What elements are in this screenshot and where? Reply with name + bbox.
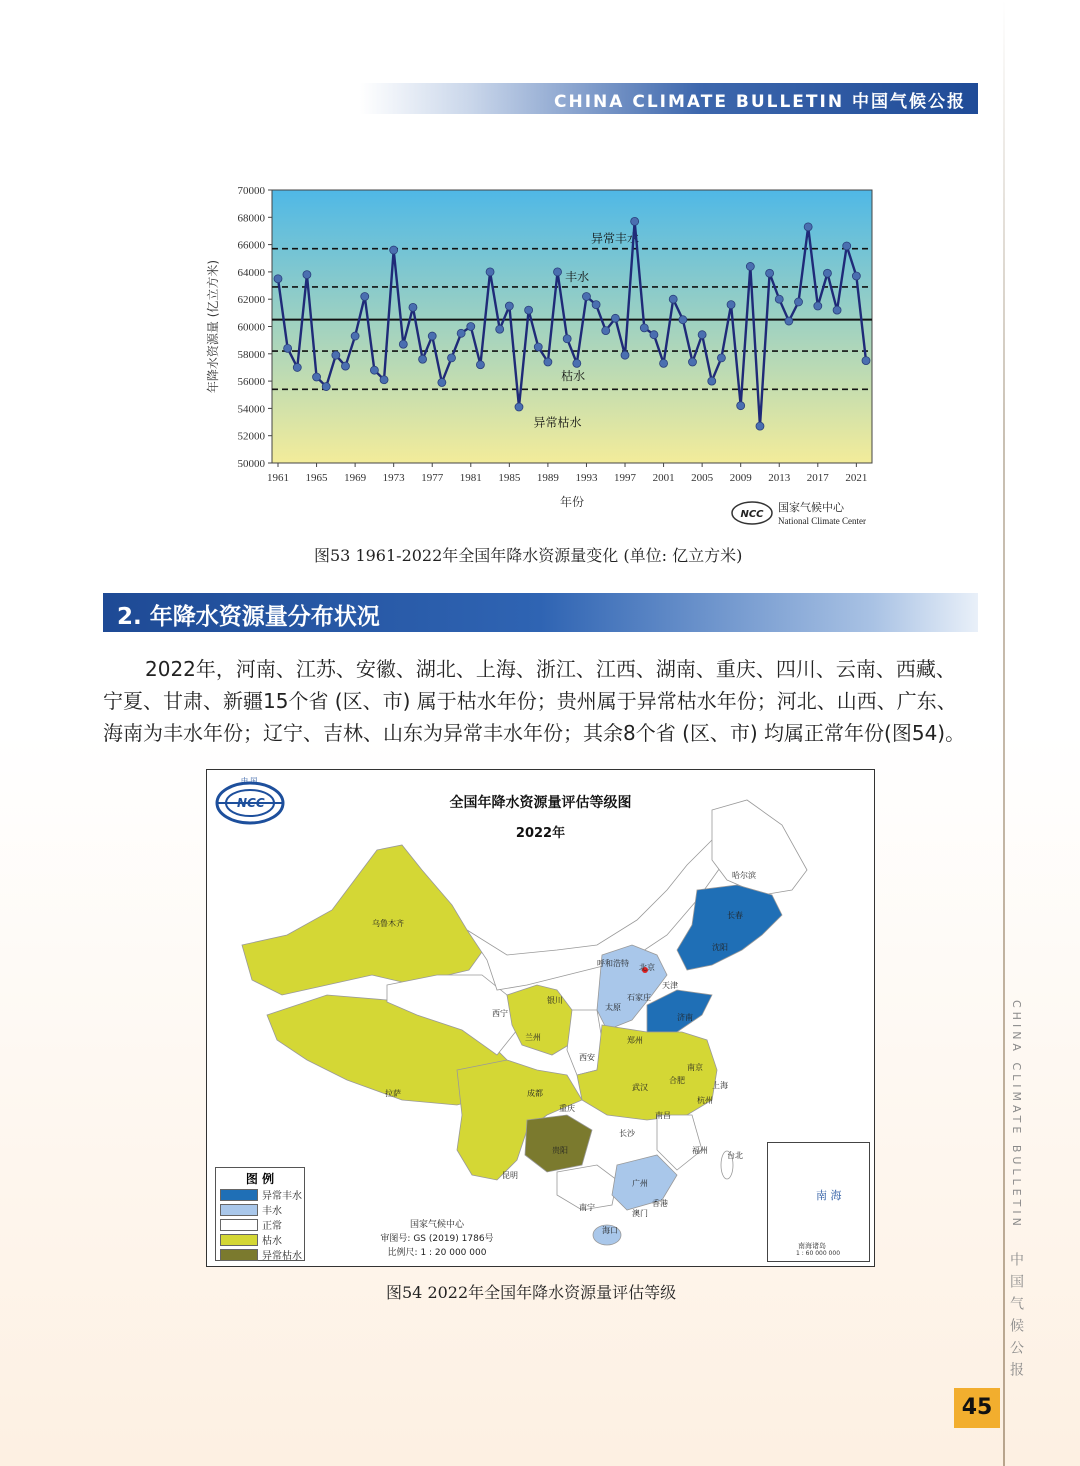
- data-point: [611, 314, 619, 322]
- data-point: [804, 223, 812, 231]
- reference-label: 枯水: [561, 369, 586, 384]
- inset-caption: 南海诸岛: [798, 1242, 826, 1250]
- region-gansu-ningxia: [507, 985, 577, 1055]
- region-heilongjiang: [712, 800, 807, 895]
- map-title: 全国年降水资源量评估等级图: [449, 795, 632, 811]
- data-point: [390, 246, 398, 254]
- city-label: 沈阳: [712, 943, 728, 952]
- reference-label: 异常枯水: [533, 415, 582, 430]
- city-label: 长沙: [619, 1129, 635, 1138]
- y-tick-label: 62000: [237, 294, 265, 307]
- data-point: [756, 422, 764, 430]
- header-title: CHINA CLIMATE BULLETIN 中国气候公报: [554, 92, 966, 112]
- section-title: 2. 年降水资源量分布状况: [117, 604, 380, 630]
- data-point: [833, 306, 841, 314]
- city-label: 呼和浩特: [597, 959, 629, 968]
- data-point: [746, 262, 754, 270]
- credit-approval: 审图号: GS (2019) 1786号: [380, 1234, 494, 1244]
- city-label: 哈尔滨: [732, 871, 756, 880]
- legend-label: 异常枯水: [262, 1251, 302, 1262]
- y-tick-label: 68000: [237, 212, 265, 225]
- sidebar-vertical-en: CHINA CLIMATE BULLETIN: [1010, 1000, 1023, 1230]
- data-point: [698, 331, 706, 339]
- header-banner: [360, 83, 978, 114]
- credit-scale: 比例尺: 1 : 20 000 000: [387, 1248, 487, 1258]
- city-label: 石家庄: [627, 993, 651, 1002]
- city-label: 合肥: [669, 1076, 685, 1085]
- figure53-caption: 图53 1961-2022年全国年降水资源量变化 (单位: 亿立方米): [314, 546, 743, 565]
- x-tick-label: 2021: [845, 472, 868, 484]
- legend-label: 枯水: [262, 1236, 282, 1247]
- y-tick-label: 64000: [237, 266, 265, 279]
- data-point: [332, 351, 340, 359]
- data-point: [775, 295, 783, 303]
- inset-scale: 1 : 60 000 000: [796, 1250, 841, 1257]
- data-point: [640, 324, 648, 332]
- x-tick-label: 2017: [806, 472, 829, 484]
- data-point: [409, 303, 417, 311]
- x-tick-label: 1965: [305, 472, 328, 484]
- data-point: [525, 306, 533, 314]
- data-point: [313, 373, 321, 381]
- data-point: [621, 351, 629, 359]
- data-point: [544, 358, 552, 366]
- ncc-logo-text: NCC: [740, 509, 764, 520]
- city-label: 北京: [639, 963, 655, 972]
- reference-label: 异常丰水: [591, 231, 640, 246]
- data-point: [669, 295, 677, 303]
- city-label: 拉萨: [385, 1089, 401, 1098]
- city-label: 上海: [712, 1081, 728, 1090]
- city-label: 贵阳: [552, 1146, 568, 1155]
- city-label: 南昌: [655, 1111, 671, 1120]
- inset-label: 南 海: [816, 1189, 842, 1202]
- data-point: [727, 301, 735, 309]
- city-label: 澳门: [632, 1209, 648, 1218]
- city-label: 杭州: [697, 1096, 713, 1105]
- city-label: 广州: [632, 1179, 648, 1188]
- x-tick-label: 1993: [575, 472, 598, 484]
- data-point: [428, 332, 436, 340]
- logo-top-text: 中 国: [241, 777, 258, 785]
- city-label: 济南: [677, 1013, 693, 1022]
- y-tick-label: 58000: [237, 348, 265, 361]
- legend-item: [220, 1202, 304, 1217]
- y-tick-label: 60000: [237, 321, 265, 334]
- legend-item: [220, 1247, 304, 1262]
- data-point: [361, 292, 369, 300]
- data-point: [660, 359, 668, 367]
- side-strip: [1003, 0, 1005, 1466]
- precipitation-map: [206, 769, 875, 1267]
- y-tick-label: 52000: [237, 430, 265, 443]
- y-tick-label: 66000: [237, 239, 265, 252]
- legend-swatch: [220, 1204, 258, 1216]
- legend-swatch: [220, 1189, 258, 1201]
- city-label: 海口: [602, 1226, 618, 1235]
- city-label: 西宁: [492, 1009, 508, 1018]
- data-point: [303, 271, 311, 279]
- data-point: [419, 355, 427, 363]
- city-label: 台北: [727, 1151, 743, 1160]
- legend-rows: [216, 1187, 304, 1262]
- region-guizhou: [525, 1115, 592, 1172]
- south-china-sea-inset: [767, 1142, 870, 1262]
- x-tick-label: 1997: [614, 472, 637, 484]
- city-label: 南宁: [579, 1203, 595, 1212]
- data-point: [284, 344, 292, 352]
- y-tick-label: 70000: [237, 185, 265, 197]
- data-point: [785, 317, 793, 325]
- data-point: [380, 376, 388, 384]
- city-label: 太原: [605, 1003, 621, 1012]
- data-point: [457, 329, 465, 337]
- data-point: [554, 268, 562, 276]
- data-point: [399, 340, 407, 348]
- figure54-caption: 图54 2022年全国年降水资源量评估等级: [386, 1283, 677, 1302]
- legend-title: 图 例: [245, 1172, 275, 1186]
- city-label: 乌鲁木齐: [372, 919, 404, 928]
- data-point: [766, 269, 774, 277]
- paragraph-line: 海南为丰水年份；辽宁、吉林、山东为异常丰水年份；其余8个省 (区、市) 均属正常年份(图54)。: [103, 721, 966, 745]
- data-point: [467, 323, 475, 331]
- x-tick-label: 2013: [768, 472, 791, 484]
- x-tick-label: 1989: [536, 472, 559, 484]
- x-tick-label: 2005: [691, 472, 714, 484]
- data-point: [534, 343, 542, 351]
- city-label: 武汉: [632, 1083, 648, 1092]
- paragraph-line: 宁夏、甘肃、新疆15个省 (区、市) 属于枯水年份；贵州属于异常枯水年份；河北、山西、广东、: [103, 689, 957, 713]
- city-label: 昆明: [502, 1171, 518, 1180]
- region-shandong: [647, 990, 712, 1032]
- legend-swatch: [220, 1234, 258, 1246]
- section-banner: [103, 593, 978, 632]
- data-point: [370, 366, 378, 374]
- map-year: 2022年: [515, 826, 566, 841]
- data-point: [563, 335, 571, 343]
- city-label: 南京: [687, 1063, 703, 1072]
- y-tick-label: 50000: [237, 458, 265, 470]
- data-point: [631, 217, 639, 225]
- legend-item: [220, 1187, 304, 1202]
- reference-label: 丰水: [565, 269, 590, 284]
- legend-swatch: [220, 1219, 258, 1231]
- data-point: [823, 269, 831, 277]
- x-tick-label: 1985: [498, 472, 521, 484]
- region-xinjiang: [242, 845, 487, 995]
- data-point: [814, 302, 822, 310]
- data-point: [737, 402, 745, 410]
- x-axis-label: 年份: [559, 495, 585, 509]
- data-point: [602, 327, 610, 335]
- data-point: [515, 403, 523, 411]
- data-point: [476, 361, 484, 369]
- data-point: [341, 362, 349, 370]
- x-tick-label: 1977: [421, 472, 444, 484]
- data-point: [708, 377, 716, 385]
- x-tick-label: 2001: [652, 472, 675, 484]
- legend-label: 正常: [262, 1221, 282, 1232]
- data-point: [486, 268, 494, 276]
- city-label: 长春: [727, 911, 743, 920]
- data-point: [688, 358, 696, 366]
- data-point: [505, 302, 513, 310]
- sidebar-vertical-cn: 中国气候公报: [1008, 1252, 1024, 1384]
- paragraph-line: 2022年，河南、江苏、安徽、湖北、上海、浙江、江西、湖南、重庆、四川、云南、西藏、: [145, 657, 956, 681]
- data-point: [351, 332, 359, 340]
- legend-item: [220, 1232, 304, 1247]
- data-point: [650, 331, 658, 339]
- city-label: 天津: [662, 981, 678, 990]
- y-tick-label: 54000: [237, 403, 265, 416]
- ncc-name-cn: 国家气候中心: [778, 501, 844, 514]
- legend-item: [220, 1217, 304, 1232]
- x-tick-label: 1973: [382, 472, 405, 484]
- data-point: [592, 301, 600, 309]
- data-point: [496, 325, 504, 333]
- data-point: [274, 275, 282, 283]
- city-label: 重庆: [559, 1104, 575, 1113]
- data-point: [717, 354, 725, 362]
- x-tick-label: 1961: [267, 472, 289, 484]
- data-point: [322, 383, 330, 391]
- data-point: [438, 378, 446, 386]
- x-tick-label: 1981: [459, 472, 482, 484]
- y-axis-label: 年降水资源量 (亿立方米): [206, 259, 220, 394]
- page-number: 45: [954, 1388, 1000, 1428]
- data-point: [843, 242, 851, 250]
- data-point: [448, 354, 456, 362]
- data-point: [293, 363, 301, 371]
- precipitation-resource-chart: [200, 178, 890, 538]
- logo-ncc-text: NCC: [237, 796, 265, 810]
- legend-swatch: [220, 1249, 258, 1261]
- y-tick-label: 56000: [237, 376, 265, 389]
- data-point: [852, 272, 860, 280]
- data-point: [679, 316, 687, 324]
- credit-org: 国家气候中心: [409, 1220, 464, 1230]
- region-shaanxi: [567, 1010, 602, 1075]
- city-label: 郑州: [627, 1036, 643, 1045]
- city-label: 香港: [652, 1199, 668, 1208]
- data-point: [582, 292, 590, 300]
- chart-svg: [200, 178, 890, 538]
- city-label: 成都: [527, 1089, 543, 1098]
- data-point: [573, 359, 581, 367]
- city-label: 银川: [547, 996, 563, 1005]
- ncc-name-en: National Climate Center: [778, 516, 866, 526]
- data-point: [862, 357, 870, 365]
- x-tick-label: 1969: [344, 472, 367, 484]
- data-point: [795, 298, 803, 306]
- city-label: 福州: [692, 1146, 708, 1155]
- map-credit: [347, 1218, 527, 1260]
- city-label: 兰州: [525, 1033, 541, 1042]
- x-tick-label: 2009: [729, 472, 752, 484]
- legend-label: 异常丰水: [262, 1191, 302, 1202]
- legend-label: 丰水: [262, 1206, 282, 1217]
- city-label: 西安: [579, 1053, 595, 1062]
- map-legend: [215, 1167, 305, 1261]
